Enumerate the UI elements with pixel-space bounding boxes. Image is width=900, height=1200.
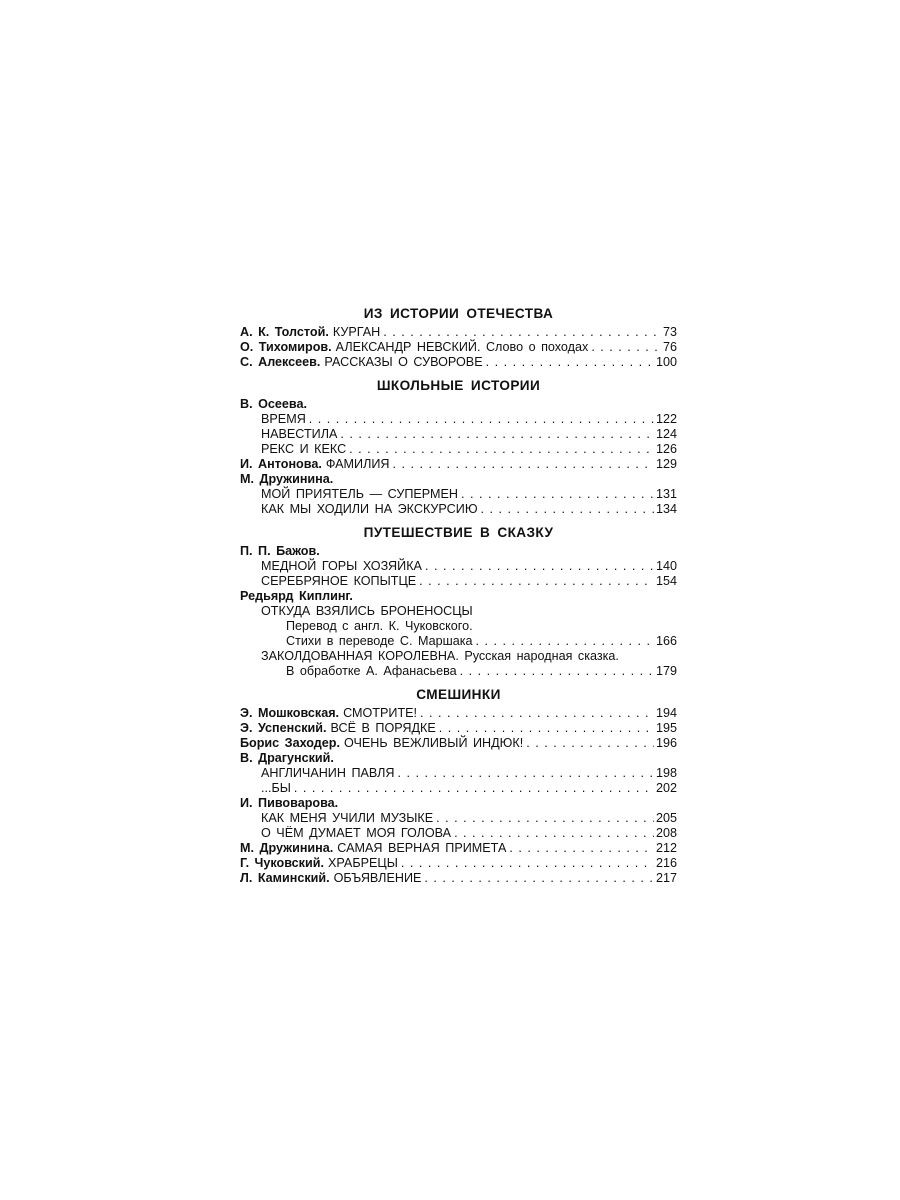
entry-author: А. К. Толстой.: [240, 325, 329, 339]
section-title: СМЕШИНКИ: [416, 687, 501, 702]
entry-title: Перевод с англ. К. Чуковского.: [286, 619, 473, 633]
toc-entry: [240, 544, 677, 559]
page-number: 202: [655, 781, 677, 795]
dot-leader: [436, 811, 654, 826]
toc-entry: [240, 766, 677, 781]
entry-author: П. П. Бажов.: [240, 544, 320, 558]
dot-leader: [349, 442, 654, 457]
page-number: 166: [655, 634, 677, 648]
toc-entry: [240, 634, 677, 649]
entry-title: ЗАКОЛДОВАННАЯ КОРОЛЕВНА. Русская народная сказка.: [261, 649, 619, 663]
entry-title: РАССКАЗЫ О СУВОРОВЕ: [324, 355, 483, 369]
section-title: ИЗ ИСТОРИИ ОТЕЧЕСТВА: [363, 306, 554, 321]
page-number: 179: [655, 664, 677, 678]
entry-title: КАК МЫ ХОДИЛИ НА ЭКСКУРСИЮ: [261, 502, 478, 516]
entry-title: КАК МЕНЯ УЧИЛИ МУЗЫКЕ: [261, 811, 434, 825]
entry-author: И. Антонова.: [240, 457, 322, 471]
page-number: 195: [655, 721, 677, 735]
entry-title: ВРЕМЯ: [261, 412, 306, 426]
page-number: 76: [662, 340, 677, 354]
page-number: 122: [655, 412, 677, 426]
page-number: 126: [655, 442, 677, 456]
toc-entry: [240, 811, 677, 826]
toc-entry: [240, 841, 677, 856]
entry-title: ОЧЕНЬ ВЕЖЛИВЫЙ ИНДЮК!: [343, 736, 524, 750]
page-number: 217: [655, 871, 677, 885]
toc-entry: [240, 442, 677, 457]
toc-section: [240, 685, 677, 886]
entry-author: В. Драгунский.: [240, 751, 334, 765]
entry-author: Э. Успенский.: [240, 721, 327, 735]
entry-author: Л. Каминский.: [240, 871, 330, 885]
dot-leader: [509, 841, 654, 856]
entry-title: ФАМИЛИЯ: [325, 457, 390, 471]
dot-leader: [392, 457, 654, 472]
dot-leader: [476, 634, 654, 649]
entry-title: НАВЕСТИЛА: [261, 427, 338, 441]
entry-title: СМОТРИТЕ!: [343, 706, 418, 720]
toc-entry: [240, 457, 677, 472]
entry-author: Редьярд Киплинг.: [240, 589, 353, 603]
page-number: 194: [655, 706, 677, 720]
toc-entry: [240, 574, 677, 589]
toc-entry: [240, 826, 677, 841]
toc-section: [240, 304, 677, 370]
dot-leader: [340, 427, 654, 442]
toc-entry: [240, 736, 677, 751]
page-number: 205: [655, 811, 677, 825]
entry-title: АЛЕКСАНДР НЕВСКИЙ. Слово о походах: [335, 340, 589, 354]
toc-entry: [240, 619, 677, 634]
page-number: 134: [655, 502, 677, 516]
dot-leader: [439, 721, 654, 736]
toc-entry: [240, 796, 677, 811]
dot-leader: [425, 559, 654, 574]
page-number: 216: [655, 856, 677, 870]
page-number: 198: [655, 766, 677, 780]
toc-entry: [240, 355, 677, 370]
toc-section: [240, 376, 677, 517]
page-number: 73: [662, 325, 677, 339]
dot-leader: [481, 502, 654, 517]
toc-entry: [240, 649, 677, 664]
toc-entry: [240, 340, 677, 355]
entry-title: ВСЁ В ПОРЯДКЕ: [330, 721, 436, 735]
entry-title: В обработке А. Афанасьева: [286, 664, 457, 678]
entry-title: РЕКС И КЕКС: [261, 442, 347, 456]
page-number: 154: [655, 574, 677, 588]
entry-author: И. Пивоварова.: [240, 796, 339, 810]
toc-entry: [240, 325, 677, 340]
section-title: ШКОЛЬНЫЕ ИСТОРИИ: [376, 378, 541, 393]
entry-title: МОЙ ПРИЯТЕЛЬ — СУПЕРМЕН: [261, 487, 459, 501]
page-number: 131: [655, 487, 677, 501]
page-number: 124: [655, 427, 677, 441]
entry-author: Э. Мошковская.: [240, 706, 340, 720]
toc-entry: [240, 472, 677, 487]
toc-entry: [240, 559, 677, 574]
toc-entry: [240, 664, 677, 679]
page-number: 196: [655, 736, 677, 750]
entry-author: С. Алексеев.: [240, 355, 321, 369]
entry-author: В. Осеева.: [240, 397, 307, 411]
entry-title: АНГЛИЧАНИН ПАВЛЯ: [261, 766, 395, 780]
entry-title: ...БЫ: [261, 781, 291, 795]
dot-leader: [454, 826, 654, 841]
entry-title: САМАЯ ВЕРНАЯ ПРИМЕТА: [337, 841, 507, 855]
dot-leader: [424, 871, 654, 886]
toc-entry: [240, 781, 677, 796]
entry-author: М. Дружинина.: [240, 841, 334, 855]
toc-entry: [240, 604, 677, 619]
toc-entry: [240, 856, 677, 871]
dot-leader: [461, 487, 654, 502]
table-of-contents: [240, 304, 677, 886]
toc-entry: [240, 751, 677, 766]
dot-leader: [420, 706, 654, 721]
entry-title: ОБЪЯВЛЕНИЕ: [333, 871, 422, 885]
dot-leader: [383, 325, 661, 340]
entry-author: О. Тихомиров.: [240, 340, 332, 354]
entry-title: МЕДНОЙ ГОРЫ ХОЗЯЙКА: [261, 559, 422, 573]
entry-author: М. Дружинина.: [240, 472, 334, 486]
dot-leader: [294, 781, 654, 796]
section-title: ПУТЕШЕСТВИЕ В СКАЗКУ: [363, 525, 554, 540]
toc-entry: [240, 427, 677, 442]
dot-leader: [398, 766, 654, 781]
dot-leader: [401, 856, 654, 871]
dot-leader: [419, 574, 654, 589]
entry-title: О ЧЁМ ДУМАЕТ МОЯ ГОЛОВА: [261, 826, 452, 840]
toc-entry: [240, 502, 677, 517]
dot-leader: [486, 355, 654, 370]
page-number: 208: [655, 826, 677, 840]
entry-title: Стихи в переводе С. Маршака: [286, 634, 473, 648]
entry-title: ХРАБРЕЦЫ: [327, 856, 398, 870]
page-number: 100: [655, 355, 677, 369]
toc-entry: [240, 589, 677, 604]
toc-entry: [240, 706, 677, 721]
dot-leader: [591, 340, 661, 355]
dot-leader: [460, 664, 654, 679]
toc-entry: [240, 721, 677, 736]
page-number: 140: [655, 559, 677, 573]
toc-entry: [240, 487, 677, 502]
entry-author: Г. Чуковский.: [240, 856, 324, 870]
dot-leader: [309, 412, 654, 427]
entry-author: Борис Заходер.: [240, 736, 340, 750]
toc-section: [240, 523, 677, 679]
entry-title: КУРГАН: [332, 325, 381, 339]
toc-entry: [240, 397, 677, 412]
toc-entry: [240, 412, 677, 427]
page-number: 212: [655, 841, 677, 855]
entry-title: СЕРЕБРЯНОЕ КОПЫТЦЕ: [261, 574, 417, 588]
entry-title: ОТКУДА ВЗЯЛИСЬ БРОНЕНОСЦЫ: [261, 604, 473, 618]
toc-entry: [240, 871, 677, 886]
page-number: 129: [655, 457, 677, 471]
dot-leader: [526, 736, 654, 751]
